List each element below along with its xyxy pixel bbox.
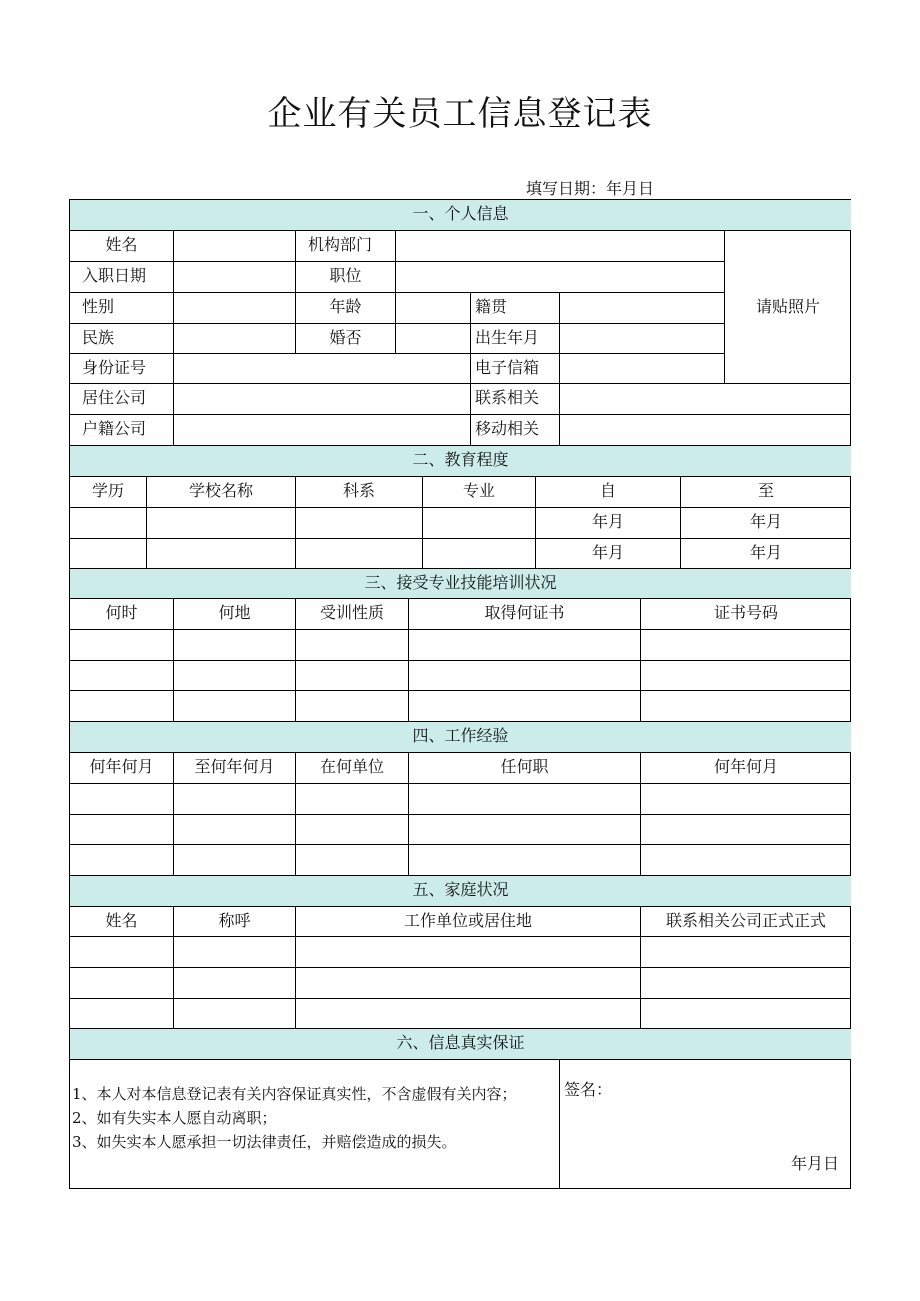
family-cell[interactable] (641, 999, 851, 1029)
family-cell[interactable] (296, 999, 641, 1029)
training-cell[interactable] (409, 691, 641, 722)
training-cell[interactable] (70, 691, 174, 722)
field-id-number[interactable] (174, 354, 471, 384)
col-department: 科系 (296, 477, 423, 508)
experience-cell[interactable] (174, 845, 296, 876)
photo-label: 请贴照片 (755, 297, 820, 317)
training-cell[interactable] (409, 661, 641, 691)
field-mobile[interactable] (560, 415, 851, 446)
label-birth: 出生年月 (471, 324, 560, 354)
registration-form (69, 199, 851, 1189)
section-header-training: 三、接受专业技能培训状况 (70, 569, 851, 599)
field-native[interactable] (560, 293, 725, 324)
training-cell[interactable] (296, 661, 409, 691)
label-residence: 居住公司 (70, 384, 174, 415)
declaration-item-2: 2、如有失实本人愿自动离职； (72, 1109, 277, 1127)
experience-cell[interactable] (641, 784, 851, 815)
field-name[interactable] (174, 231, 296, 262)
training-cell[interactable] (641, 661, 851, 691)
experience-cell[interactable] (641, 845, 851, 876)
training-cell[interactable] (409, 630, 641, 661)
field-entry-date[interactable] (174, 262, 296, 293)
col-employer: 在何单位 (296, 753, 409, 784)
section-header-personal: 一、个人信息 (70, 200, 851, 231)
signature-label: 签名： (564, 1080, 613, 1099)
family-cell[interactable] (641, 968, 851, 999)
field-marital[interactable] (396, 324, 471, 354)
family-cell[interactable] (174, 999, 296, 1029)
experience-cell[interactable] (70, 815, 174, 845)
training-cell[interactable] (641, 691, 851, 722)
col-to: 至 (681, 477, 851, 508)
fill-date: 填写日期：年月日 (526, 179, 655, 198)
label-age: 年龄 (296, 293, 396, 324)
section-header-experience: 四、工作经验 (70, 722, 851, 753)
edu-to-date[interactable]: 年月 (681, 539, 851, 569)
experience-cell[interactable] (409, 784, 641, 815)
label-native: 籍贯 (471, 293, 560, 324)
edu-to-date[interactable]: 年月 (681, 508, 851, 539)
declaration-terms (70, 1060, 560, 1189)
field-ethnic[interactable] (174, 324, 296, 354)
label-email: 电子信箱 (471, 354, 560, 384)
training-cell[interactable] (70, 630, 174, 661)
label-name: 姓名 (70, 231, 174, 262)
label-marital: 婚否 (296, 324, 396, 354)
col-degree: 学历 (70, 477, 147, 508)
family-cell[interactable] (70, 937, 174, 968)
training-cell[interactable] (174, 691, 296, 722)
col-start-date: 何年何月 (70, 753, 174, 784)
experience-cell[interactable] (174, 784, 296, 815)
field-email[interactable] (560, 354, 725, 384)
col-certificate: 取得何证书 (409, 599, 641, 630)
label-ethnic: 民族 (70, 324, 174, 354)
col-relation: 称呼 (174, 907, 296, 937)
field-residence[interactable] (174, 384, 471, 415)
section-header-declaration: 六、信息真实保证 (70, 1029, 851, 1060)
training-cell[interactable] (174, 630, 296, 661)
family-cell[interactable] (174, 968, 296, 999)
label-mobile: 移动相关 (471, 415, 560, 446)
experience-cell[interactable] (296, 815, 409, 845)
field-gender[interactable] (174, 293, 296, 324)
edu-cell[interactable] (423, 539, 536, 569)
field-position[interactable] (396, 262, 725, 293)
label-id-number: 身份证号 (70, 354, 174, 384)
family-cell[interactable] (174, 937, 296, 968)
training-cell[interactable] (70, 661, 174, 691)
page-title: 企业有关员工信息登记表 (267, 94, 653, 134)
edu-cell[interactable] (296, 508, 423, 539)
col-end-date: 至何年何月 (174, 753, 296, 784)
field-household[interactable] (174, 415, 471, 446)
edu-from-date[interactable]: 年月 (536, 508, 681, 539)
col-school: 学校名称 (147, 477, 296, 508)
col-when: 何时 (70, 599, 174, 630)
declaration-item-3: 3、如失实本人愿承担一切法律责任，并赔偿造成的损失。 (72, 1133, 457, 1151)
experience-cell[interactable] (174, 815, 296, 845)
experience-cell[interactable] (409, 815, 641, 845)
training-cell[interactable] (641, 630, 851, 661)
photo-placeholder (725, 231, 851, 384)
experience-cell[interactable] (409, 845, 641, 876)
experience-cell[interactable] (296, 784, 409, 815)
family-cell[interactable] (70, 999, 174, 1029)
col-where: 何地 (174, 599, 296, 630)
edu-cell[interactable] (70, 508, 147, 539)
family-cell[interactable] (641, 937, 851, 968)
col-job-title: 任何职 (409, 753, 641, 784)
signature-date: 年月日 (790, 1153, 839, 1173)
family-cell[interactable] (296, 968, 641, 999)
edu-cell[interactable] (296, 539, 423, 569)
declaration-item-1: 1、本人对本信息登记表有关内容保证真实性，不含虚假有关内容； (72, 1085, 517, 1103)
label-position: 职位 (296, 262, 396, 293)
edu-from-date[interactable]: 年月 (536, 539, 681, 569)
field-age[interactable] (396, 293, 471, 324)
training-cell[interactable] (174, 661, 296, 691)
label-household: 户籍公司 (70, 415, 174, 446)
col-training-type: 受训性质 (296, 599, 409, 630)
experience-cell[interactable] (70, 845, 174, 876)
experience-cell[interactable] (70, 784, 174, 815)
col-major: 专业 (423, 477, 536, 508)
col-date: 何年何月 (641, 753, 851, 784)
col-family-name: 姓名 (70, 907, 174, 937)
label-gender: 性别 (70, 293, 174, 324)
training-cell[interactable] (296, 691, 409, 722)
experience-cell[interactable] (296, 845, 409, 876)
col-certificate-no: 证书号码 (641, 599, 851, 630)
section-header-education: 二、教育程度 (70, 446, 851, 477)
edu-cell[interactable] (147, 539, 296, 569)
family-cell[interactable] (70, 968, 174, 999)
training-cell[interactable] (296, 630, 409, 661)
section-header-family: 五、家庭状况 (70, 876, 851, 907)
col-family-contact: 联系相关公司正式正式 (641, 907, 851, 937)
family-cell[interactable] (296, 937, 641, 968)
label-contact: 联系相关 (471, 384, 560, 415)
edu-cell[interactable] (423, 508, 536, 539)
edu-cell[interactable] (70, 539, 147, 569)
experience-cell[interactable] (641, 815, 851, 845)
col-from: 自 (536, 477, 681, 508)
field-birth[interactable] (560, 324, 725, 354)
field-contact[interactable] (560, 384, 851, 415)
signature-area[interactable] (560, 1060, 851, 1189)
col-workplace: 工作单位或居住地 (296, 907, 641, 937)
edu-cell[interactable] (147, 508, 296, 539)
label-entry-date: 入职日期 (70, 262, 174, 293)
label-dept: 机构部门 (296, 231, 396, 262)
field-dept[interactable] (396, 231, 725, 262)
